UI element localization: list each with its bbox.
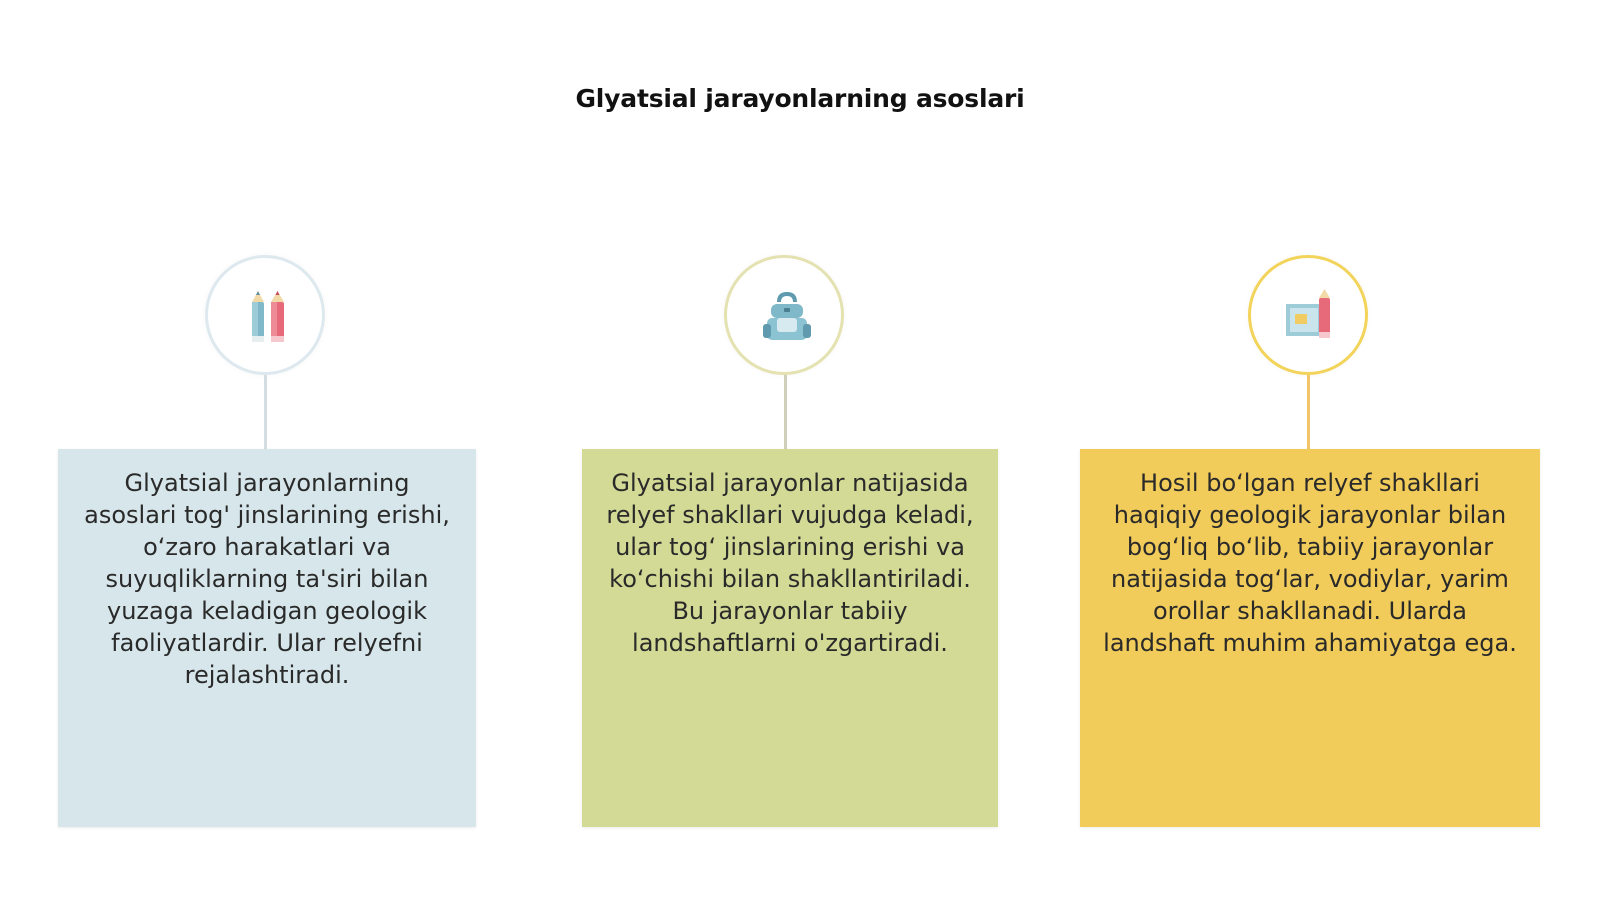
- page-title: Glyatsial jarayonlarning asoslari: [575, 84, 1025, 113]
- card-2-text: Glyatsial jarayonlar natijasida relyef shakllari vujudga keladi, ular tog‘ jinslarining erishi va ko‘chishi bilan shakllantiriladi. Bu jarayonlar tabiiy landshaftlarni o'zgartiradi.: [606, 469, 974, 657]
- info-card-1: [58, 449, 476, 827]
- icon-ring-2: [724, 255, 844, 375]
- info-card-3: [1080, 449, 1540, 827]
- card-3-text: Hosil bo‘lgan relyef shakllari haqiqiy geologik jarayonlar bilan bog‘liq bo‘lib, tabiiy jarayonlar natijasida tog‘lar, vodiylar, yarim orollar shakllanadi. Ularda landshaft muhim ahamiyatga ega.: [1103, 469, 1517, 657]
- icon-ring-1: [205, 255, 325, 375]
- info-card-2: [582, 449, 998, 827]
- pencils-icon: [238, 288, 298, 348]
- backpack-icon: [757, 288, 817, 348]
- card-1-text: Glyatsial jarayonlarning asoslari tog' jinslarining erishi, o‘zaro harakatlari va suyuqliklarning ta'siri bilan yuzaga keladigan geologik faoliyatlardir. Ular relyefni rejalashtiradi.: [84, 469, 450, 689]
- connector-line-1: [264, 375, 267, 449]
- connector-line-2: [784, 375, 787, 449]
- connector-line-3: [1307, 375, 1310, 449]
- picture-pencil-icon: [1281, 288, 1341, 348]
- icon-ring-3: [1248, 255, 1368, 375]
